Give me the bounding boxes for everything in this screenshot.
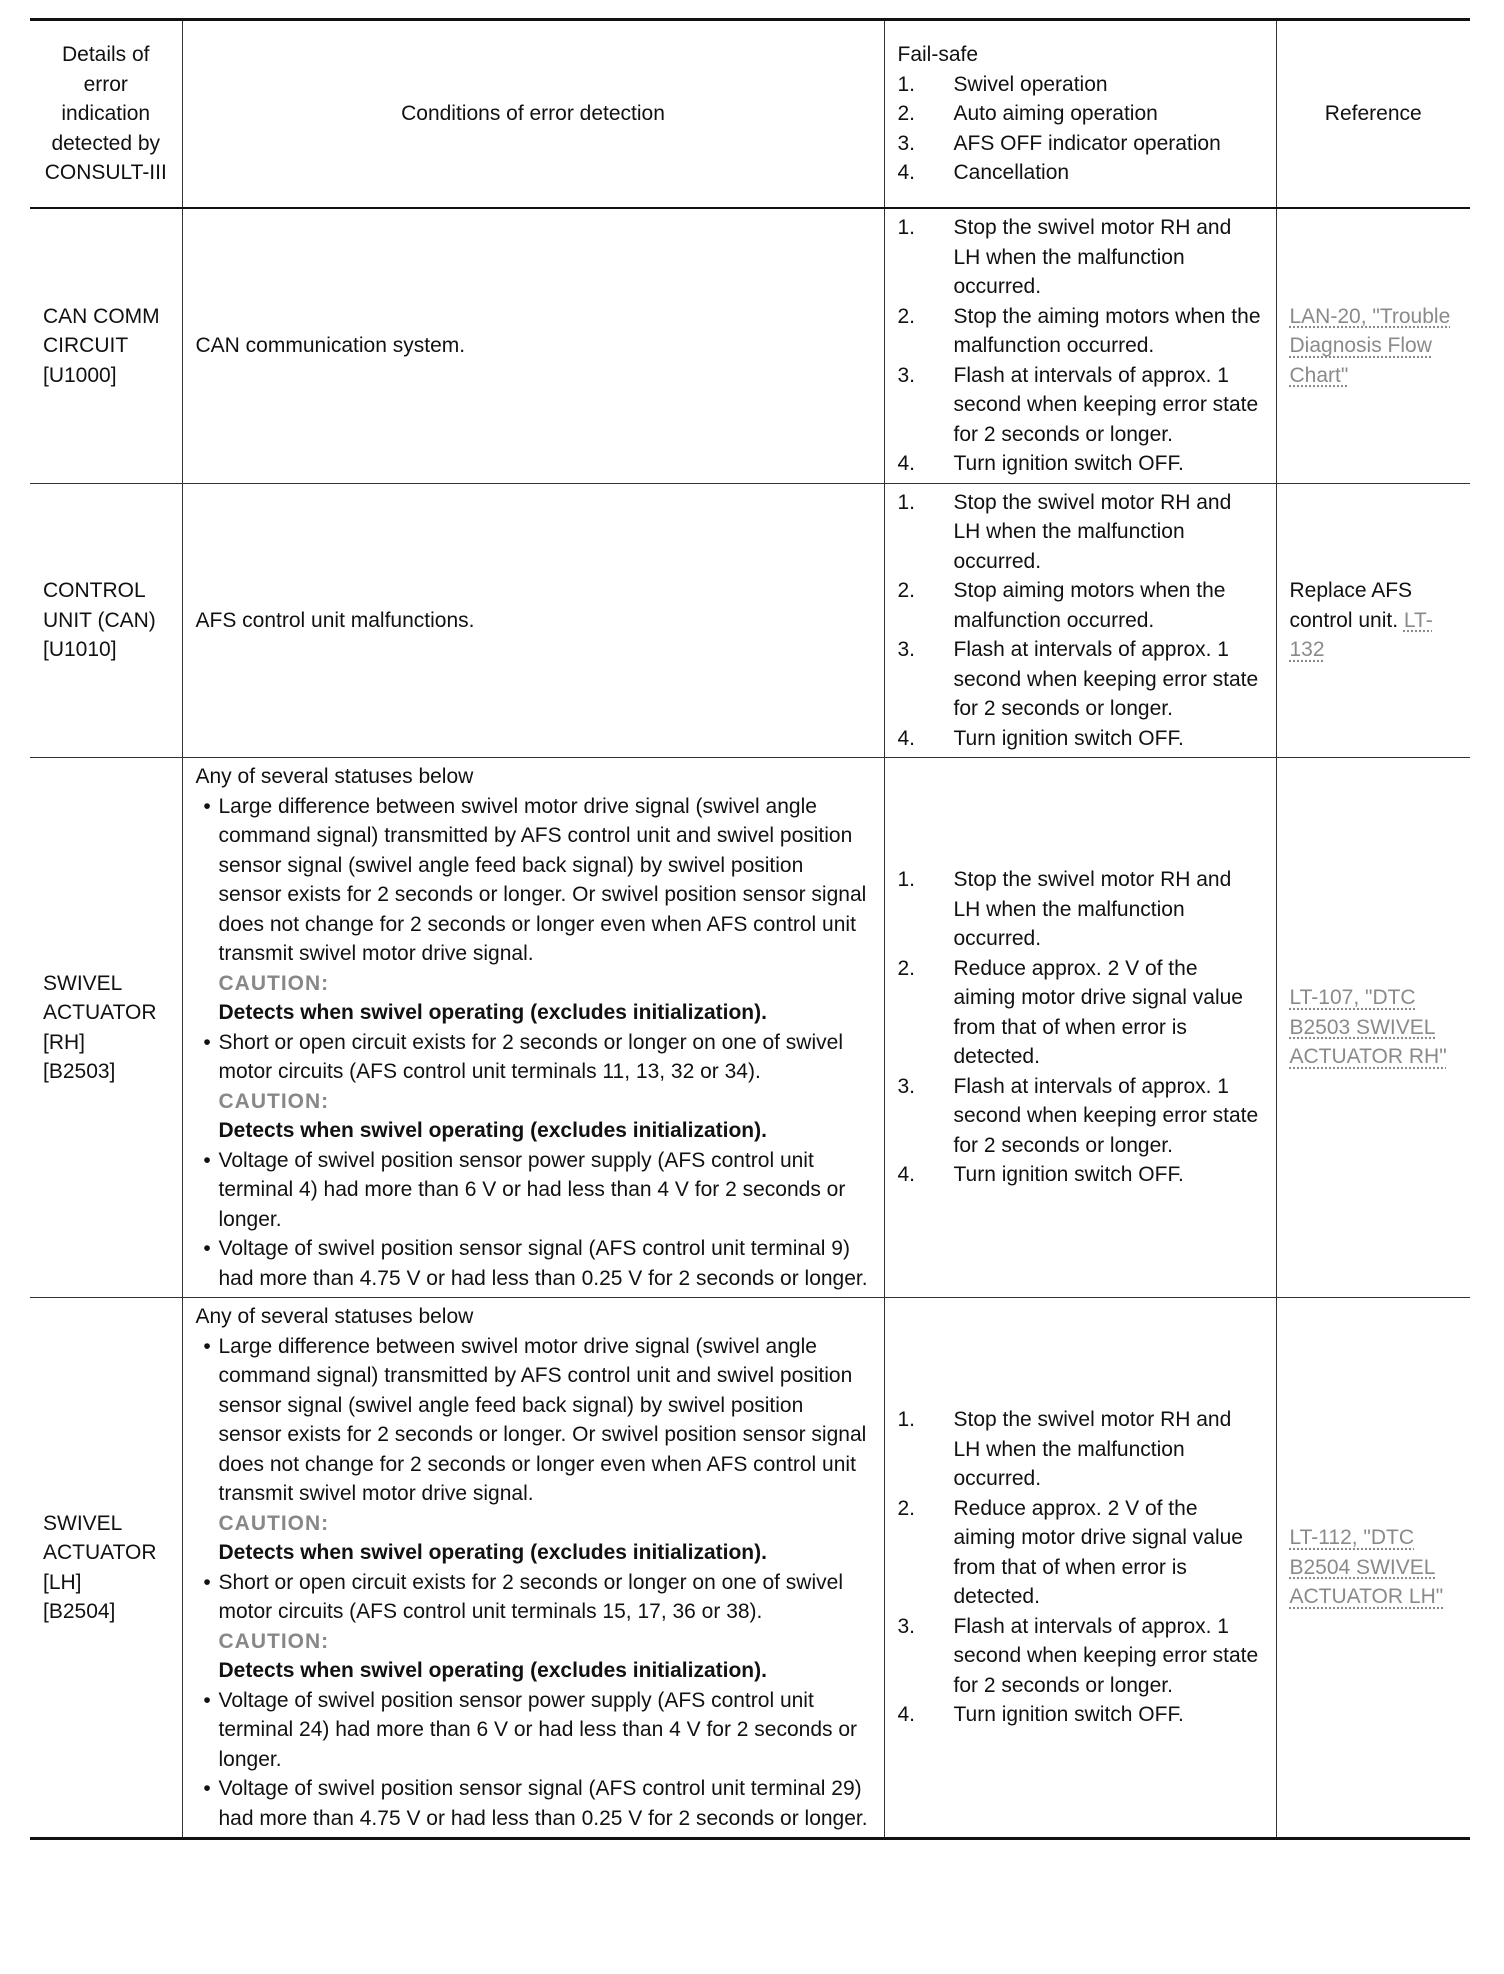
condition-text: AFS control unit malfunctions. xyxy=(195,608,475,632)
failsafe-item xyxy=(898,1612,1263,1701)
reference-cell xyxy=(1277,979,1471,1076)
item-number: 1. xyxy=(897,868,916,892)
failsafe-item xyxy=(898,213,1263,302)
item-text: AFS OFF indicator operation xyxy=(953,131,1221,155)
failsafe-list xyxy=(898,865,1263,1190)
caution-label: CAUTION: xyxy=(218,971,330,995)
item-number: 2. xyxy=(897,102,916,126)
condition-item xyxy=(196,1234,871,1293)
item-number: 3. xyxy=(897,638,916,661)
condition-item-text: Voltage of swivel position sensor signal (AFS control unit terminal 9) had more than 4.75 V or had less than 0.25 V for 2 seconds or longer. xyxy=(218,1237,868,1290)
item-number: 1. xyxy=(897,1408,916,1432)
item-text: Stop the swivel motor RH and LH when the malfunction occurred. xyxy=(953,490,1232,573)
item-number: 2. xyxy=(897,1496,916,1520)
condition-item-body xyxy=(219,1028,871,1146)
detail-line: ACTUATOR xyxy=(43,1541,157,1564)
item-number: 1. xyxy=(897,490,916,514)
item-text: Cancellation xyxy=(953,161,1070,185)
failsafe-item xyxy=(898,449,1263,479)
condition-text: CAN communication system. xyxy=(195,334,466,357)
detail-line: [U1000] xyxy=(43,363,117,387)
condition-item xyxy=(196,792,871,1028)
caution-label: CAUTION: xyxy=(218,1629,330,1653)
condition-item xyxy=(196,1568,871,1686)
item-number: 2. xyxy=(897,579,916,602)
bullet-icon: • xyxy=(203,1237,211,1260)
failsafe-item xyxy=(898,1700,1263,1730)
condition-item xyxy=(196,1028,871,1146)
item-number: 2. xyxy=(897,304,916,328)
condition-item xyxy=(196,1146,871,1235)
failsafe-cell xyxy=(885,861,1276,1194)
item-text: Flash at intervals of approx. 1 second when keeping error state for 2 seconds or longer. xyxy=(953,638,1259,720)
failsafe-item xyxy=(898,1160,1263,1190)
condition-intro: Any of several statuses below xyxy=(195,1305,474,1328)
caution-label: CAUTION: xyxy=(218,1089,330,1113)
header-failsafe-list xyxy=(898,70,1263,188)
detection-conditions xyxy=(183,327,884,365)
failsafe-list xyxy=(898,1405,1263,1730)
item-text: Reduce approx. 2 V of the aiming motor drive signal value from that of when error is detected. xyxy=(953,1496,1243,1609)
failsafe-list xyxy=(898,213,1263,479)
reference-link[interactable]: LT-112, "DTC B2504 SWIVEL ACTUATOR LH" xyxy=(1289,1526,1444,1609)
failsafe-header-item xyxy=(898,158,1263,188)
item-number: 3. xyxy=(897,131,916,155)
item-text: Stop the swivel motor RH and LH when the malfunction occurred. xyxy=(953,1408,1232,1491)
bullet-icon: • xyxy=(203,1148,211,1172)
caution-text: Detects when swivel operating (excludes initialization). xyxy=(218,1001,767,1024)
item-text: Stop aiming motors when the malfunction occurred. xyxy=(953,579,1226,632)
condition-item xyxy=(196,1686,871,1775)
detail-line: [LH] xyxy=(43,1570,82,1594)
condition-item-text: Voltage of swivel position sensor power supply (AFS control unit terminal 4) had more than 6 V or had less than 4 V for 2 seconds or longer. xyxy=(218,1148,846,1231)
error-details xyxy=(30,965,182,1091)
caution-label: CAUTION: xyxy=(218,1511,330,1535)
failsafe-item xyxy=(898,488,1263,577)
header-failsafe xyxy=(885,36,1276,192)
table-row xyxy=(30,208,1470,483)
header-failsafe-title: Fail-safe xyxy=(897,43,979,67)
item-number: 4. xyxy=(897,1703,916,1727)
item-number: 1. xyxy=(897,72,916,96)
detail-line: UNIT (CAN) xyxy=(43,608,156,632)
detail-line: CAN COMM xyxy=(43,304,160,328)
reference-cell xyxy=(1277,572,1471,669)
reference-text: Replace AFS control unit. xyxy=(1289,579,1413,632)
item-text: Swivel operation xyxy=(953,72,1108,96)
table-row xyxy=(30,1298,1470,1839)
condition-item-body xyxy=(219,1568,871,1686)
condition-list xyxy=(196,1332,871,1834)
item-number: 3. xyxy=(897,1614,916,1638)
condition-item-text: Large difference between swivel motor drive signal (swivel angle command signal) transmitted by AFS control unit and swivel position sensor signal (swivel angle feed back signal) by swivel position sensor exists for 2 seconds or longer. Or swivel position sensor signal does not change for 2 seconds or longer even when AFS control unit transmit swivel motor drive signal. xyxy=(218,1334,867,1505)
failsafe-item xyxy=(898,302,1263,361)
failsafe-item xyxy=(898,576,1263,635)
item-text: Turn ignition switch OFF. xyxy=(953,1703,1184,1727)
condition-item-text: Large difference between swivel motor drive signal (swivel angle command signal) transmitted by AFS control unit and swivel position sensor signal (swivel angle feed back signal) by swivel position sensor exists for 2 seconds or longer. Or swivel position sensor signal does not change for 2 seconds or longer even when AFS control unit transmit swivel motor drive signal. xyxy=(218,794,867,965)
failsafe-list xyxy=(898,488,1263,754)
detection-conditions xyxy=(183,1298,884,1837)
reference-link[interactable]: LAN-20, "Trouble Diagnosis Flow Chart" xyxy=(1289,304,1451,387)
item-text: Turn ignition switch OFF. xyxy=(953,1163,1184,1187)
condition-item xyxy=(196,1332,871,1568)
error-indication-table xyxy=(30,18,1470,1840)
item-number: 1. xyxy=(897,216,916,239)
error-details xyxy=(30,572,182,669)
failsafe-item xyxy=(898,1072,1263,1161)
failsafe-item xyxy=(898,1494,1263,1612)
condition-item-text: Voltage of swivel position sensor signal (AFS control unit terminal 29) had more than 4.75 V or had less than 0.25 V for 2 seconds or longer. xyxy=(218,1777,868,1830)
detail-line: CONTROL xyxy=(43,579,146,602)
detail-line: [U1010] xyxy=(43,638,117,661)
detail-line: SWIVEL xyxy=(43,1511,123,1535)
failsafe-cell xyxy=(885,484,1276,758)
reference-cell xyxy=(1277,1519,1471,1616)
failsafe-item xyxy=(898,635,1263,724)
item-text: Stop the aiming motors when the malfunction occurred. xyxy=(953,304,1261,357)
bullet-icon: • xyxy=(203,1688,211,1712)
item-number: 4. xyxy=(897,1163,916,1187)
bullet-icon: • xyxy=(203,1570,211,1594)
failsafe-item xyxy=(898,865,1263,954)
condition-item-text: Voltage of swivel position sensor power supply (AFS control unit terminal 24) had more than 6 V or had less than 4 V for 2 seconds or longer. xyxy=(218,1688,858,1771)
error-details xyxy=(30,298,182,395)
condition-item-text: Short or open circuit exists for 2 seconds or longer on one of swivel motor circuits (AFS control unit terminals 11, 13, 32 or 34). xyxy=(218,1030,843,1083)
condition-item-body xyxy=(219,1686,871,1775)
item-text: Flash at intervals of approx. 1 second when keeping error state for 2 seconds or longer. xyxy=(953,363,1259,446)
item-text: Auto aiming operation xyxy=(953,102,1158,126)
table-header-row xyxy=(30,20,1470,209)
detail-line: [RH] xyxy=(43,1030,85,1054)
failsafe-item xyxy=(898,1405,1263,1494)
table-row xyxy=(30,483,1470,758)
detection-conditions xyxy=(183,602,884,640)
failsafe-cell xyxy=(885,1401,1276,1734)
bullet-icon: • xyxy=(203,1030,211,1054)
error-details xyxy=(30,1505,182,1631)
item-number: 3. xyxy=(897,1074,916,1098)
condition-item-body xyxy=(219,792,871,1028)
header-reference: Reference xyxy=(1324,102,1422,126)
caution-text: Detects when swivel operating (excludes initialization). xyxy=(218,1119,767,1142)
reference-cell xyxy=(1277,298,1471,395)
item-number: 4. xyxy=(897,161,916,185)
header-conditions: Conditions of error detection xyxy=(401,102,665,126)
detection-conditions xyxy=(183,758,884,1297)
condition-item-body xyxy=(219,1146,871,1235)
detail-line: [B2503] xyxy=(43,1060,116,1083)
item-text: Stop the swivel motor RH and LH when the malfunction occurred. xyxy=(953,216,1232,298)
table-row xyxy=(30,758,1470,1298)
condition-list xyxy=(196,792,871,1294)
condition-item-text: Short or open circuit exists for 2 seconds or longer on one of swivel motor circuits (AFS control unit terminals 15, 17, 36 or 38). xyxy=(218,1570,843,1623)
item-number: 3. xyxy=(897,363,916,387)
reference-link[interactable]: LT-107, "DTC B2503 SWIVEL ACTUATOR RH" xyxy=(1289,986,1447,1069)
item-text: Flash at intervals of approx. 1 second when keeping error state for 2 seconds or longer. xyxy=(953,1614,1259,1697)
condition-item xyxy=(196,1774,871,1833)
caution-text: Detects when swivel operating (excludes initialization). xyxy=(218,1541,767,1564)
detail-line: ACTUATOR xyxy=(43,1001,157,1024)
item-text: Reduce approx. 2 V of the aiming motor drive signal value from that of when error is detected. xyxy=(953,956,1243,1069)
condition-intro: Any of several statuses below xyxy=(195,765,474,788)
condition-item-body xyxy=(219,1234,871,1293)
header-details: Details of error indication detected by CONSULT-III xyxy=(44,43,167,185)
document-page xyxy=(30,18,1470,1840)
item-text: Flash at intervals of approx. 1 second when keeping error state for 2 seconds or longer. xyxy=(953,1074,1259,1157)
caution-text: Detects when swivel operating (excludes initialization). xyxy=(218,1659,767,1682)
failsafe-item xyxy=(898,954,1263,1072)
bullet-icon: • xyxy=(203,794,211,818)
bullet-icon: • xyxy=(203,1777,211,1800)
detail-line: CIRCUIT xyxy=(43,334,129,357)
failsafe-header-item xyxy=(898,70,1263,100)
failsafe-item xyxy=(898,361,1263,450)
failsafe-header-item xyxy=(898,129,1263,159)
failsafe-cell xyxy=(885,209,1276,483)
condition-item-body xyxy=(219,1332,871,1568)
detail-line: [B2504] xyxy=(43,1600,116,1623)
item-number: 2. xyxy=(897,956,916,980)
failsafe-item xyxy=(898,724,1263,754)
failsafe-header-item xyxy=(898,99,1263,129)
condition-item-body xyxy=(219,1774,871,1833)
item-number: 4. xyxy=(897,726,916,750)
item-number: 4. xyxy=(897,452,916,475)
item-text: Turn ignition switch OFF. xyxy=(953,452,1184,475)
bullet-icon: • xyxy=(203,1334,211,1358)
detail-line: SWIVEL xyxy=(43,971,123,995)
reference-link[interactable]: LT-132 xyxy=(1289,608,1433,661)
item-text: Stop the swivel motor RH and LH when the malfunction occurred. xyxy=(953,868,1232,951)
item-text: Turn ignition switch OFF. xyxy=(953,726,1184,750)
